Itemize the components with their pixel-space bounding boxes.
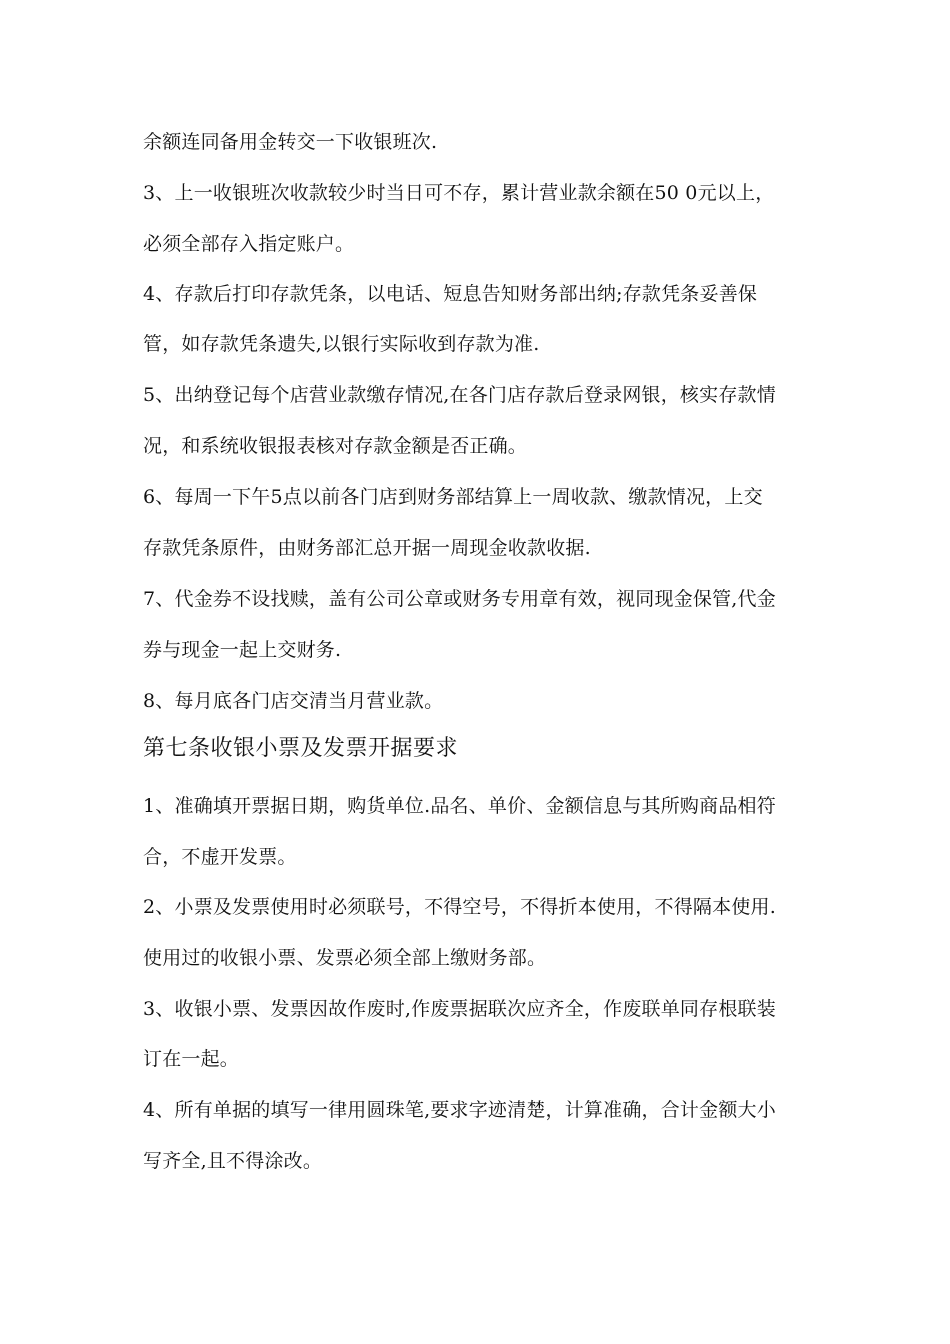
text-line: 写齐全,且不得涂改。 — [143, 1150, 323, 1172]
text-line: 3、上一收银班次收款较少时当日可不存，累计营业款余额在50 0元以上， — [143, 182, 775, 204]
text-line: 4、存款后打印存款凭条，以电话、短息告知财务部出纳;存款凭条妥善保 — [143, 283, 758, 305]
text-line: 1、准确填开票据日期，购货单位.品名、单价、金额信息与其所购商品相符 — [143, 795, 776, 817]
text-line: 8、每月底各门店交清当月营业款。 — [143, 690, 444, 712]
text-line: 况，和系统收银报表核对存款金额是否正确。 — [143, 435, 528, 457]
text-line: 管，如存款凭条遗失,以银行实际收到存款为准. — [143, 333, 540, 355]
text-line: 订在一起。 — [143, 1048, 240, 1070]
text-line: 2、小票及发票使用时必须联号，不得空号，不得折本使用，不得隔本使用. — [143, 896, 776, 918]
text-line: 4、所有单据的填写一律用圆珠笔,要求字迹清楚，计算准确，合计金额大小 — [143, 1099, 776, 1121]
text-line: 使用过的收银小票、发票必须全部上缴财务部。 — [143, 947, 547, 969]
text-line: 6、每周一下午5点以前各门店到财务部结算上一周收款、缴款情况，上交 — [143, 486, 763, 508]
text-line: 合，不虚开发票。 — [143, 846, 297, 868]
text-line: 3、收银小票、发票因故作废时,作废票据联次应齐全，作废联单同存根联装 — [143, 998, 776, 1020]
section-heading: 第七条收银小票及发票开据要求 — [143, 736, 459, 761]
text-line: 余额连同备用金转交一下收银班次. — [143, 131, 438, 153]
text-line: 7、代金券不设找赎，盖有公司公章或财务专用章有效，视同现金保管,代金 — [143, 588, 776, 610]
text-line: 存款凭条原件，由财务部汇总开据一周现金收款收据. — [143, 537, 591, 559]
text-line: 券与现金一起上交财务. — [143, 639, 342, 661]
text-line: 必须全部存入指定账户。 — [143, 233, 355, 255]
text-line: 5、出纳登记每个店营业款缴存情况,在各门店存款后登录网银，核实存款情 — [143, 384, 776, 406]
